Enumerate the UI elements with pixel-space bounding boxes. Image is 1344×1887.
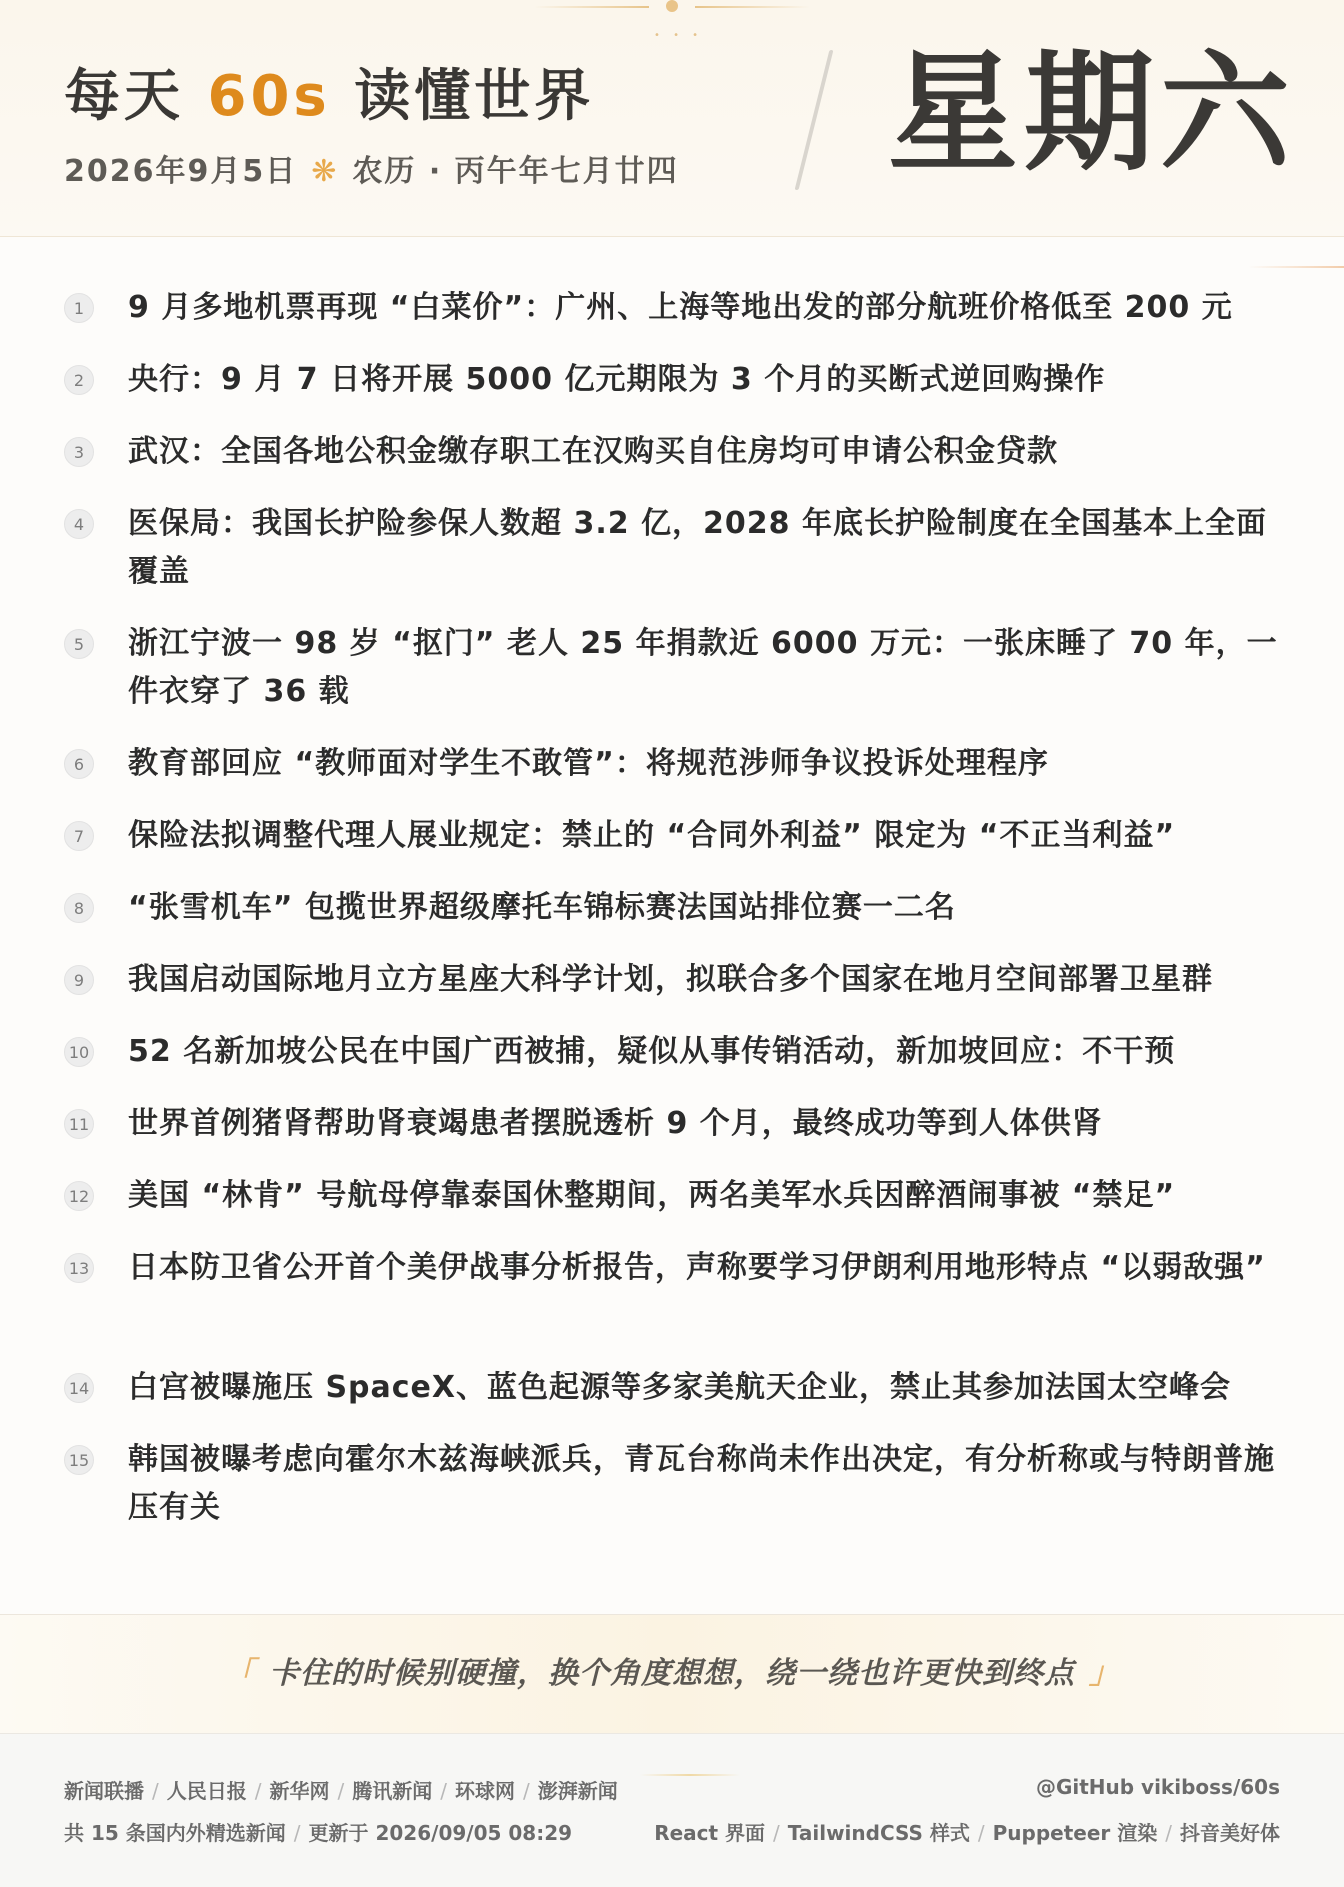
divider-slash — [795, 50, 834, 190]
news-number: 9 — [64, 965, 94, 995]
news-number: 14 — [64, 1373, 94, 1403]
title-accent: 60s — [207, 64, 331, 129]
footer-tech: React 界面 / TailwindCSS 样式 / Puppeteer 渲染 / 抖音美好体 — [654, 1821, 1280, 1845]
news-number: 15 — [64, 1445, 94, 1475]
title-prefix: 每天 — [64, 64, 184, 129]
daily-quote — [0, 1615, 1344, 1733]
news-number: 5 — [64, 629, 94, 659]
news-number: 12 — [64, 1181, 94, 1211]
source-name: 环球网 — [455, 1779, 515, 1803]
news-headline[interactable]: 美国 “林肯” 号航母停靠泰国休整期间，两名美军水兵因醉酒闹事被 “禁足” — [128, 1178, 1176, 1213]
news-headline[interactable]: 9 月多地机票再现 “白菜价”：广州、上海等地出发的部分航班价格低至 200 元 — [128, 290, 1233, 325]
news-number: 10 — [64, 1037, 94, 1067]
news-number: 7 — [64, 821, 94, 851]
tech-credit: 抖音美好体 — [1180, 1821, 1280, 1845]
title-suffix: 读懂世界 — [354, 64, 595, 129]
weekday: 星期六 — [888, 37, 1297, 189]
news-headline[interactable]: 韩国被曝考虑向霍尔木兹海峡派兵，青瓦台称尚未作出决定，有分析称或与特朗普施压有关 — [128, 1442, 1275, 1525]
news-count: 共 15 条国内外精选新闻 — [64, 1821, 286, 1845]
footer-accent — [640, 1774, 740, 1776]
tech-credit: TailwindCSS 样式 — [787, 1821, 970, 1845]
tech-credit: Puppeteer 渲染 — [992, 1821, 1158, 1845]
flower-icon: ❋ — [311, 154, 339, 189]
footer — [0, 1733, 1344, 1887]
lunar-date: 农历 · 丙午年七月廿四 — [352, 154, 679, 189]
tech-credit: React 界面 — [654, 1821, 766, 1845]
footer-github — [1036, 1775, 1280, 1799]
source-name: 新闻联播 — [64, 1779, 144, 1803]
news-number: 13 — [64, 1253, 94, 1283]
news-number: 1 — [64, 293, 94, 323]
github-link[interactable]: @GitHub vikiboss/60s — [1035, 1775, 1280, 1799]
accent-line — [1248, 266, 1344, 268]
header-ornament: • • • — [534, 0, 810, 40]
quote-text: 卡住的时候别硬撞，换个角度想想，绕一绕也许更快到终点 — [269, 1656, 1075, 1691]
quote-close-mark: 」 — [1089, 1656, 1120, 1691]
news-headline[interactable]: 保险法拟调整代理人展业规定：禁止的 “合同外利益” 限定为 “不正当利益” — [128, 818, 1176, 853]
news-headline[interactable]: 世界首例猪肾帮助肾衰竭患者摆脱透析 9 个月，最终成功等到人体供肾 — [128, 1106, 1103, 1141]
date: 2026年9月5日 — [64, 154, 298, 189]
news-headline[interactable]: 白宫被曝施压 SpaceX、蓝色起源等多家美航天企业，禁止其参加法国太空峰会 — [128, 1370, 1232, 1405]
source-name: 腾讯新闻 — [352, 1779, 433, 1803]
news-headline[interactable]: “张雪机车” 包揽世界超级摩托车锦标赛法国站排位赛一二名 — [128, 890, 956, 925]
news-number: 4 — [64, 509, 94, 539]
news-number: 6 — [64, 749, 94, 779]
page-title — [64, 52, 594, 132]
quote-band — [0, 1615, 1344, 1733]
news-headline[interactable]: 医保局：我国长护险参保人数超 3.2 亿，2028 年底长护险制度在全国基本上全面覆盖 — [128, 506, 1267, 589]
news-headline[interactable]: 武汉：全国各地公积金缴存职工在汉购买自住房均可申请公积金贷款 — [128, 434, 1058, 469]
source-name: 澎湃新闻 — [537, 1779, 618, 1803]
footer-sources: 新闻联播 / 人民日报 / 新华网 / 腾讯新闻 / 环球网 / 澎湃新闻 — [64, 1779, 618, 1803]
update-time: 更新于 2026/09/05 08:29 — [308, 1821, 573, 1845]
quote-open-mark: 「 — [224, 1656, 255, 1691]
news-number: 3 — [64, 437, 94, 467]
news-number: 8 — [64, 893, 94, 923]
news-headline[interactable]: 浙江宁波一 98 岁 “抠门” 老人 25 年捐款近 6000 万元：一张床睡了 70 年，一件衣穿了 36 载 — [128, 626, 1278, 709]
date-line — [64, 146, 679, 190]
source-name: 人民日报 — [166, 1779, 247, 1803]
news-headline[interactable]: 我国启动国际地月立方星座大科学计划，拟联合多个国家在地月空间部署卫星群 — [128, 962, 1213, 997]
news-number: 2 — [64, 365, 94, 395]
source-name: 新华网 — [269, 1779, 330, 1803]
footer-meta: 共 15 条国内外精选新闻 / 更新于 2026/09/05 08:29 — [64, 1821, 573, 1845]
news-number: 11 — [64, 1109, 94, 1139]
news-headline[interactable]: 教育部回应 “教师面对学生不敢管”：将规范涉师争议投诉处理程序 — [128, 746, 1049, 781]
news-headline[interactable]: 日本防卫省公开首个美伊战事分析报告，声称要学习伊朗利用地形特点 “以弱敌强” — [128, 1250, 1266, 1285]
header — [0, 0, 1344, 237]
news-headline[interactable]: 52 名新加坡公民在中国广西被捕，疑似从事传销活动，新加坡回应：不干预 — [128, 1034, 1176, 1069]
news-headline[interactable]: 央行：9 月 7 日将开展 5000 亿元期限为 3 个月的买断式逆回购操作 — [128, 362, 1106, 397]
